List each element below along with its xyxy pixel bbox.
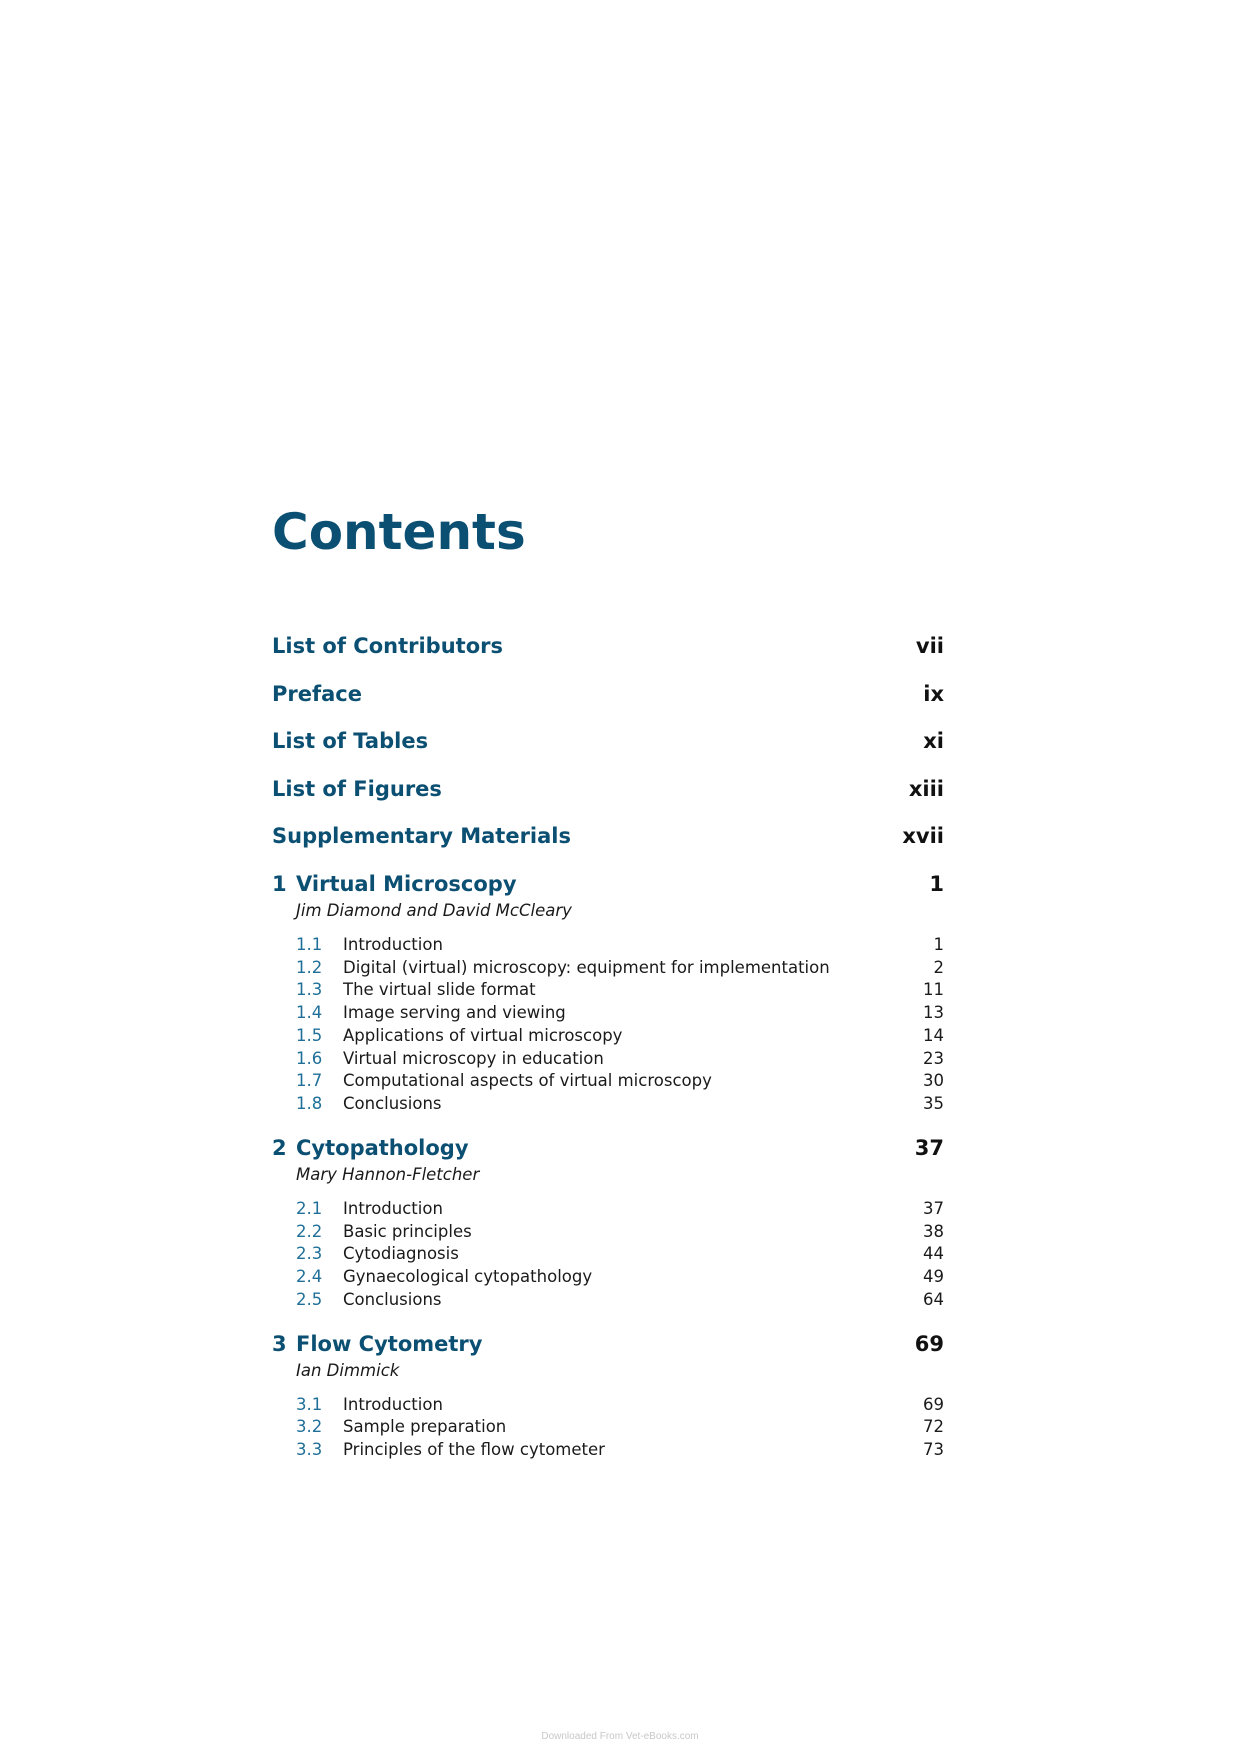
- section-page: 13: [923, 1003, 944, 1023]
- section-entry[interactable]: [272, 1266, 944, 1289]
- section-number: 2.3: [296, 1244, 323, 1264]
- chapter-title: Flow Cytometry: [296, 1331, 483, 1356]
- chapter-authors: Mary Hannon-Fletcher: [296, 1164, 480, 1184]
- section-page: 37: [923, 1198, 944, 1218]
- chapter-title: Cytopathology: [296, 1135, 469, 1160]
- section-title: Conclusions: [343, 1094, 442, 1114]
- chapter-heading[interactable]: [272, 870, 944, 898]
- toc-entry-page: ix: [923, 681, 944, 706]
- chapter-page: 69: [914, 1331, 944, 1356]
- section-page: 49: [923, 1267, 944, 1287]
- chapter-3: [272, 1330, 944, 1462]
- toc-entry-page: xvii: [902, 824, 944, 849]
- toc-entry-supplementary-materials[interactable]: [272, 822, 944, 870]
- section-title: Virtual microscopy in education: [343, 1048, 604, 1068]
- download-source-footer: Downloaded From Vet-eBooks.com: [541, 1731, 699, 1742]
- section-page: 23: [923, 1048, 944, 1068]
- section-number: 1.5: [296, 1025, 323, 1045]
- chapter-heading[interactable]: [272, 1330, 944, 1358]
- section-entry[interactable]: [272, 1394, 944, 1417]
- section-entry[interactable]: [272, 1025, 944, 1048]
- section-title: Introduction: [343, 1198, 443, 1218]
- toc-entry-page: xiii: [908, 776, 944, 801]
- section-entry[interactable]: [272, 1198, 944, 1221]
- section-entry[interactable]: [272, 957, 944, 980]
- section-page: 64: [923, 1289, 944, 1309]
- section-entry[interactable]: [272, 1093, 944, 1116]
- toc-entry-title: Supplementary Materials: [272, 824, 571, 849]
- section-entry[interactable]: [272, 1416, 944, 1439]
- section-title: Sample preparation: [343, 1417, 507, 1437]
- section-number: 3.1: [296, 1394, 323, 1414]
- page-title: Contents: [272, 503, 526, 561]
- section-title: Introduction: [343, 1394, 443, 1414]
- section-page: 72: [923, 1417, 944, 1437]
- section-number: 1.7: [296, 1071, 323, 1091]
- toc-entry-list-of-contributors[interactable]: [272, 632, 944, 680]
- section-title: Cytodiagnosis: [343, 1244, 459, 1264]
- section-number: 2.5: [296, 1289, 323, 1309]
- toc-entry-title: List of Tables: [272, 729, 429, 754]
- section-title: Gynaecological cytopathology: [343, 1267, 593, 1287]
- section-number: 2.4: [296, 1267, 323, 1287]
- section-entry[interactable]: [272, 1048, 944, 1071]
- chapter-number: 2: [272, 1135, 287, 1160]
- section-number: 1.2: [296, 957, 323, 977]
- section-page: 2: [933, 957, 944, 977]
- section-entry[interactable]: [272, 1243, 944, 1266]
- section-page: 35: [923, 1094, 944, 1114]
- section-list: [272, 934, 944, 1116]
- toc-entry-preface[interactable]: [272, 680, 944, 728]
- toc-entry-page: vii: [915, 634, 944, 658]
- section-title: Principles of the flow cytometer: [343, 1440, 605, 1460]
- section-number: 2.1: [296, 1198, 323, 1218]
- chapter-authors: Jim Diamond and David McCleary: [296, 900, 572, 920]
- chapter-2: [272, 1134, 944, 1312]
- toc-entry-title: List of Contributors: [272, 634, 503, 658]
- section-number: 1.1: [296, 934, 323, 954]
- section-number: 1.3: [296, 980, 323, 1000]
- section-number: 1.4: [296, 1003, 323, 1023]
- section-title: Computational aspects of virtual microscopy: [343, 1071, 712, 1091]
- section-entry[interactable]: [272, 1002, 944, 1025]
- section-number: 1.6: [296, 1048, 323, 1068]
- section-title: Introduction: [343, 934, 443, 954]
- section-title: Image serving and viewing: [343, 1003, 566, 1023]
- section-title: Applications of virtual microscopy: [343, 1025, 623, 1045]
- toc-entry-title: Preface: [272, 681, 362, 706]
- section-page: 1: [933, 934, 944, 954]
- front-matter: [272, 632, 944, 870]
- chapter-number: 3: [272, 1331, 287, 1356]
- section-page: 30: [923, 1071, 944, 1091]
- section-title: Digital (virtual) microscopy: equipment for implementation: [343, 957, 830, 977]
- section-entry[interactable]: [272, 1221, 944, 1244]
- section-title: The virtual slide format: [343, 980, 536, 1000]
- chapter-page: 1: [929, 871, 944, 896]
- toc-entry-list-of-tables[interactable]: [272, 727, 944, 775]
- section-page: 73: [923, 1440, 944, 1460]
- section-page: 69: [923, 1394, 944, 1414]
- section-number: 3.2: [296, 1417, 323, 1437]
- section-page: 11: [923, 980, 944, 1000]
- section-title: Basic principles: [343, 1221, 472, 1241]
- chapter-title: Virtual Microscopy: [296, 871, 517, 896]
- toc-entry-page: xi: [923, 729, 944, 754]
- section-entry[interactable]: [272, 979, 944, 1002]
- section-number: 2.2: [296, 1221, 323, 1241]
- table-of-contents: [272, 632, 944, 1462]
- toc-entry-list-of-figures[interactable]: [272, 775, 944, 823]
- section-page: 38: [923, 1221, 944, 1241]
- section-entry[interactable]: [272, 934, 944, 957]
- section-page: 44: [923, 1244, 944, 1264]
- section-page: 14: [923, 1025, 944, 1045]
- section-entry[interactable]: [272, 1289, 944, 1312]
- chapter-page: 37: [914, 1135, 944, 1160]
- chapter-number: 1: [272, 871, 287, 896]
- chapter-authors: Ian Dimmick: [296, 1360, 400, 1380]
- section-entry[interactable]: [272, 1070, 944, 1093]
- section-number: 1.8: [296, 1094, 323, 1114]
- toc-entry-title: List of Figures: [272, 776, 442, 801]
- section-number: 3.3: [296, 1440, 323, 1460]
- chapter-heading[interactable]: [272, 1134, 944, 1162]
- section-list: [272, 1198, 944, 1312]
- section-entry[interactable]: [272, 1439, 944, 1462]
- section-list: [272, 1394, 944, 1462]
- chapter-1: [272, 870, 944, 1116]
- section-title: Conclusions: [343, 1289, 442, 1309]
